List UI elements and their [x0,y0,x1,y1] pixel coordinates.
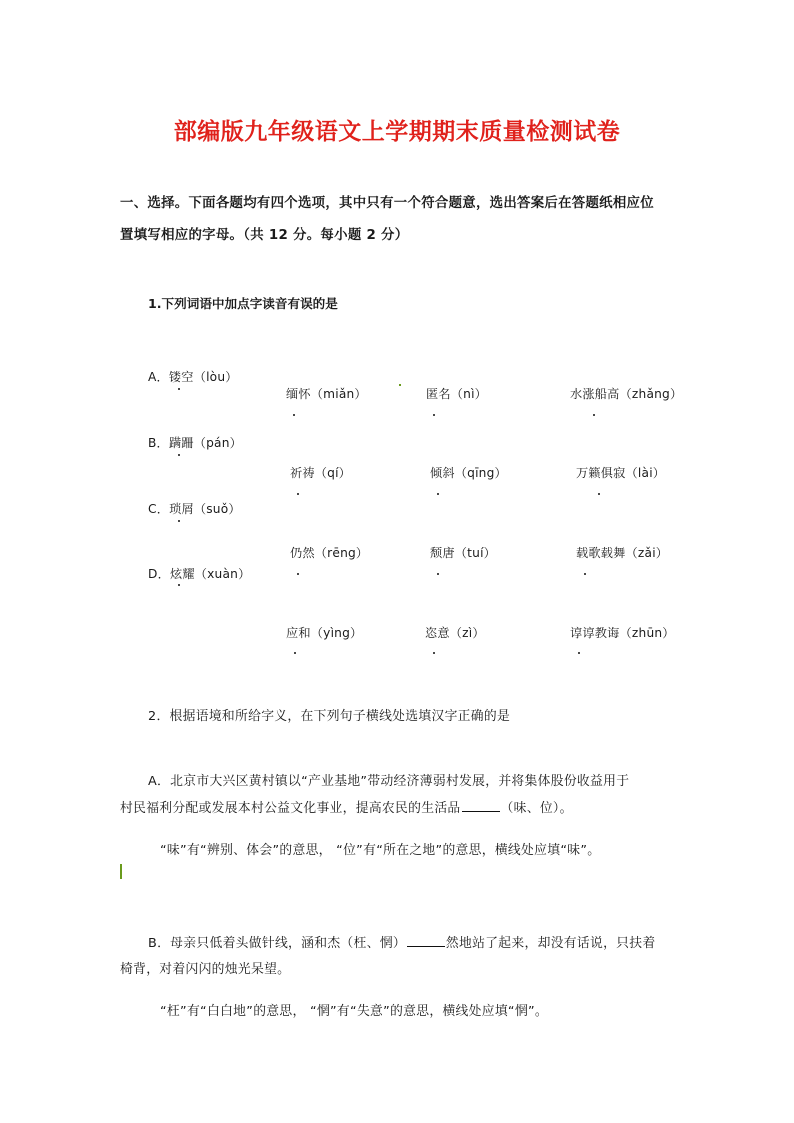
emphasis-dot [584,573,586,575]
q2-option-b-line1-text: B．母亲只低着头做针线，涵和杰（枉、惘） [148,936,406,951]
emphasis-dot [178,520,180,522]
emphasis-dot [293,414,295,416]
option-a-word-3: 水涨船高（zhǎng） [570,387,683,401]
section-instructions-line2: 置填写相应的字母。（共 12 分。每小题 2 分） [120,228,409,243]
emphasis-dot [178,454,180,456]
option-b-word-2: 倾斜（qīng） [430,466,507,480]
option-b-label: B．蹒跚（pán） [148,436,243,450]
question-2-prompt: 2．根据语境和所给字义，在下列句子横线处选填汉字正确的是 [148,709,511,724]
q2-option-b-line1 [148,932,655,951]
emphasis-dot [297,573,299,575]
q2-option-b-note: “枉”有“白白地”的意思， “惘”有“失意”的意思，横线处应填“惘”。 [160,1004,548,1019]
option-a-word-2: 匿名（nì） [426,387,488,401]
text-cursor-mark [120,864,122,879]
option-d-word-3: 谆谆教诲（zhūn） [570,626,675,640]
emphasis-dot [433,652,435,654]
option-d-word-1: 应和（yìng） [286,626,363,640]
emphasis-dot [433,414,435,416]
q2-option-a-line1: A．北京市大兴区黄村镇以“产业基地”带动经济薄弱村发展，并将集体股份收益用于 [148,774,630,789]
emphasis-dot [437,493,439,495]
emphasis-dot [437,573,439,575]
q2-option-a-note: “味”有“辨别、体会”的意思， “位”有“所在之地”的意思，横线处应填“味”。 [160,843,601,858]
fill-in-blank [407,934,445,947]
option-b-word-1: 祈祷（qí） [290,466,352,480]
option-c-word-2: 颓唐（tuí） [430,546,497,560]
q2-option-a-line2 [120,797,573,816]
fill-in-blank [462,799,500,812]
emphasis-dot [178,388,180,390]
stray-mark [399,384,401,386]
emphasis-dot [294,652,296,654]
emphasis-dot [178,584,180,586]
option-a-word-1: 缅怀（miǎn） [286,387,367,401]
question-1-prompt: 1.下列词语中加点字读音有误的是 [148,296,338,311]
option-c-word-3: 载歌载舞（zǎi） [576,546,669,560]
option-d-word-2: 恣意（zì） [425,626,485,640]
q2-option-b-line1-rest: 然地站了起来，却没有话说，只扶着 [445,936,656,951]
emphasis-dot [297,493,299,495]
emphasis-dot [593,414,595,416]
option-c-label: C．琐屑（suǒ） [148,502,241,516]
q2-option-a-line2-choices: （味、位）。 [500,801,573,816]
section-instructions-line1: 一、选择。下面各题均有四个选项，其中只有一个符合题意，选出答案后在答题纸相应位 [120,196,654,211]
option-b-word-3: 万籁俱寂（lài） [576,466,666,480]
q2-option-b-line2: 椅背，对着闪闪的烛光呆望。 [120,962,291,977]
option-a-label: A．镂空（lòu） [148,370,238,384]
option-d-label: D．炫耀（xuàn） [148,567,251,581]
emphasis-dot [578,652,580,654]
q2-option-a-line2-text: 村民福利分配或发展本村公益文化事业，提高农民的生活品 [120,801,461,816]
page-title: 部编版九年级语文上学期期末质量检测试卷 [173,119,621,145]
emphasis-dot [598,493,600,495]
option-c-word-1: 仍然（rēng） [290,546,369,560]
